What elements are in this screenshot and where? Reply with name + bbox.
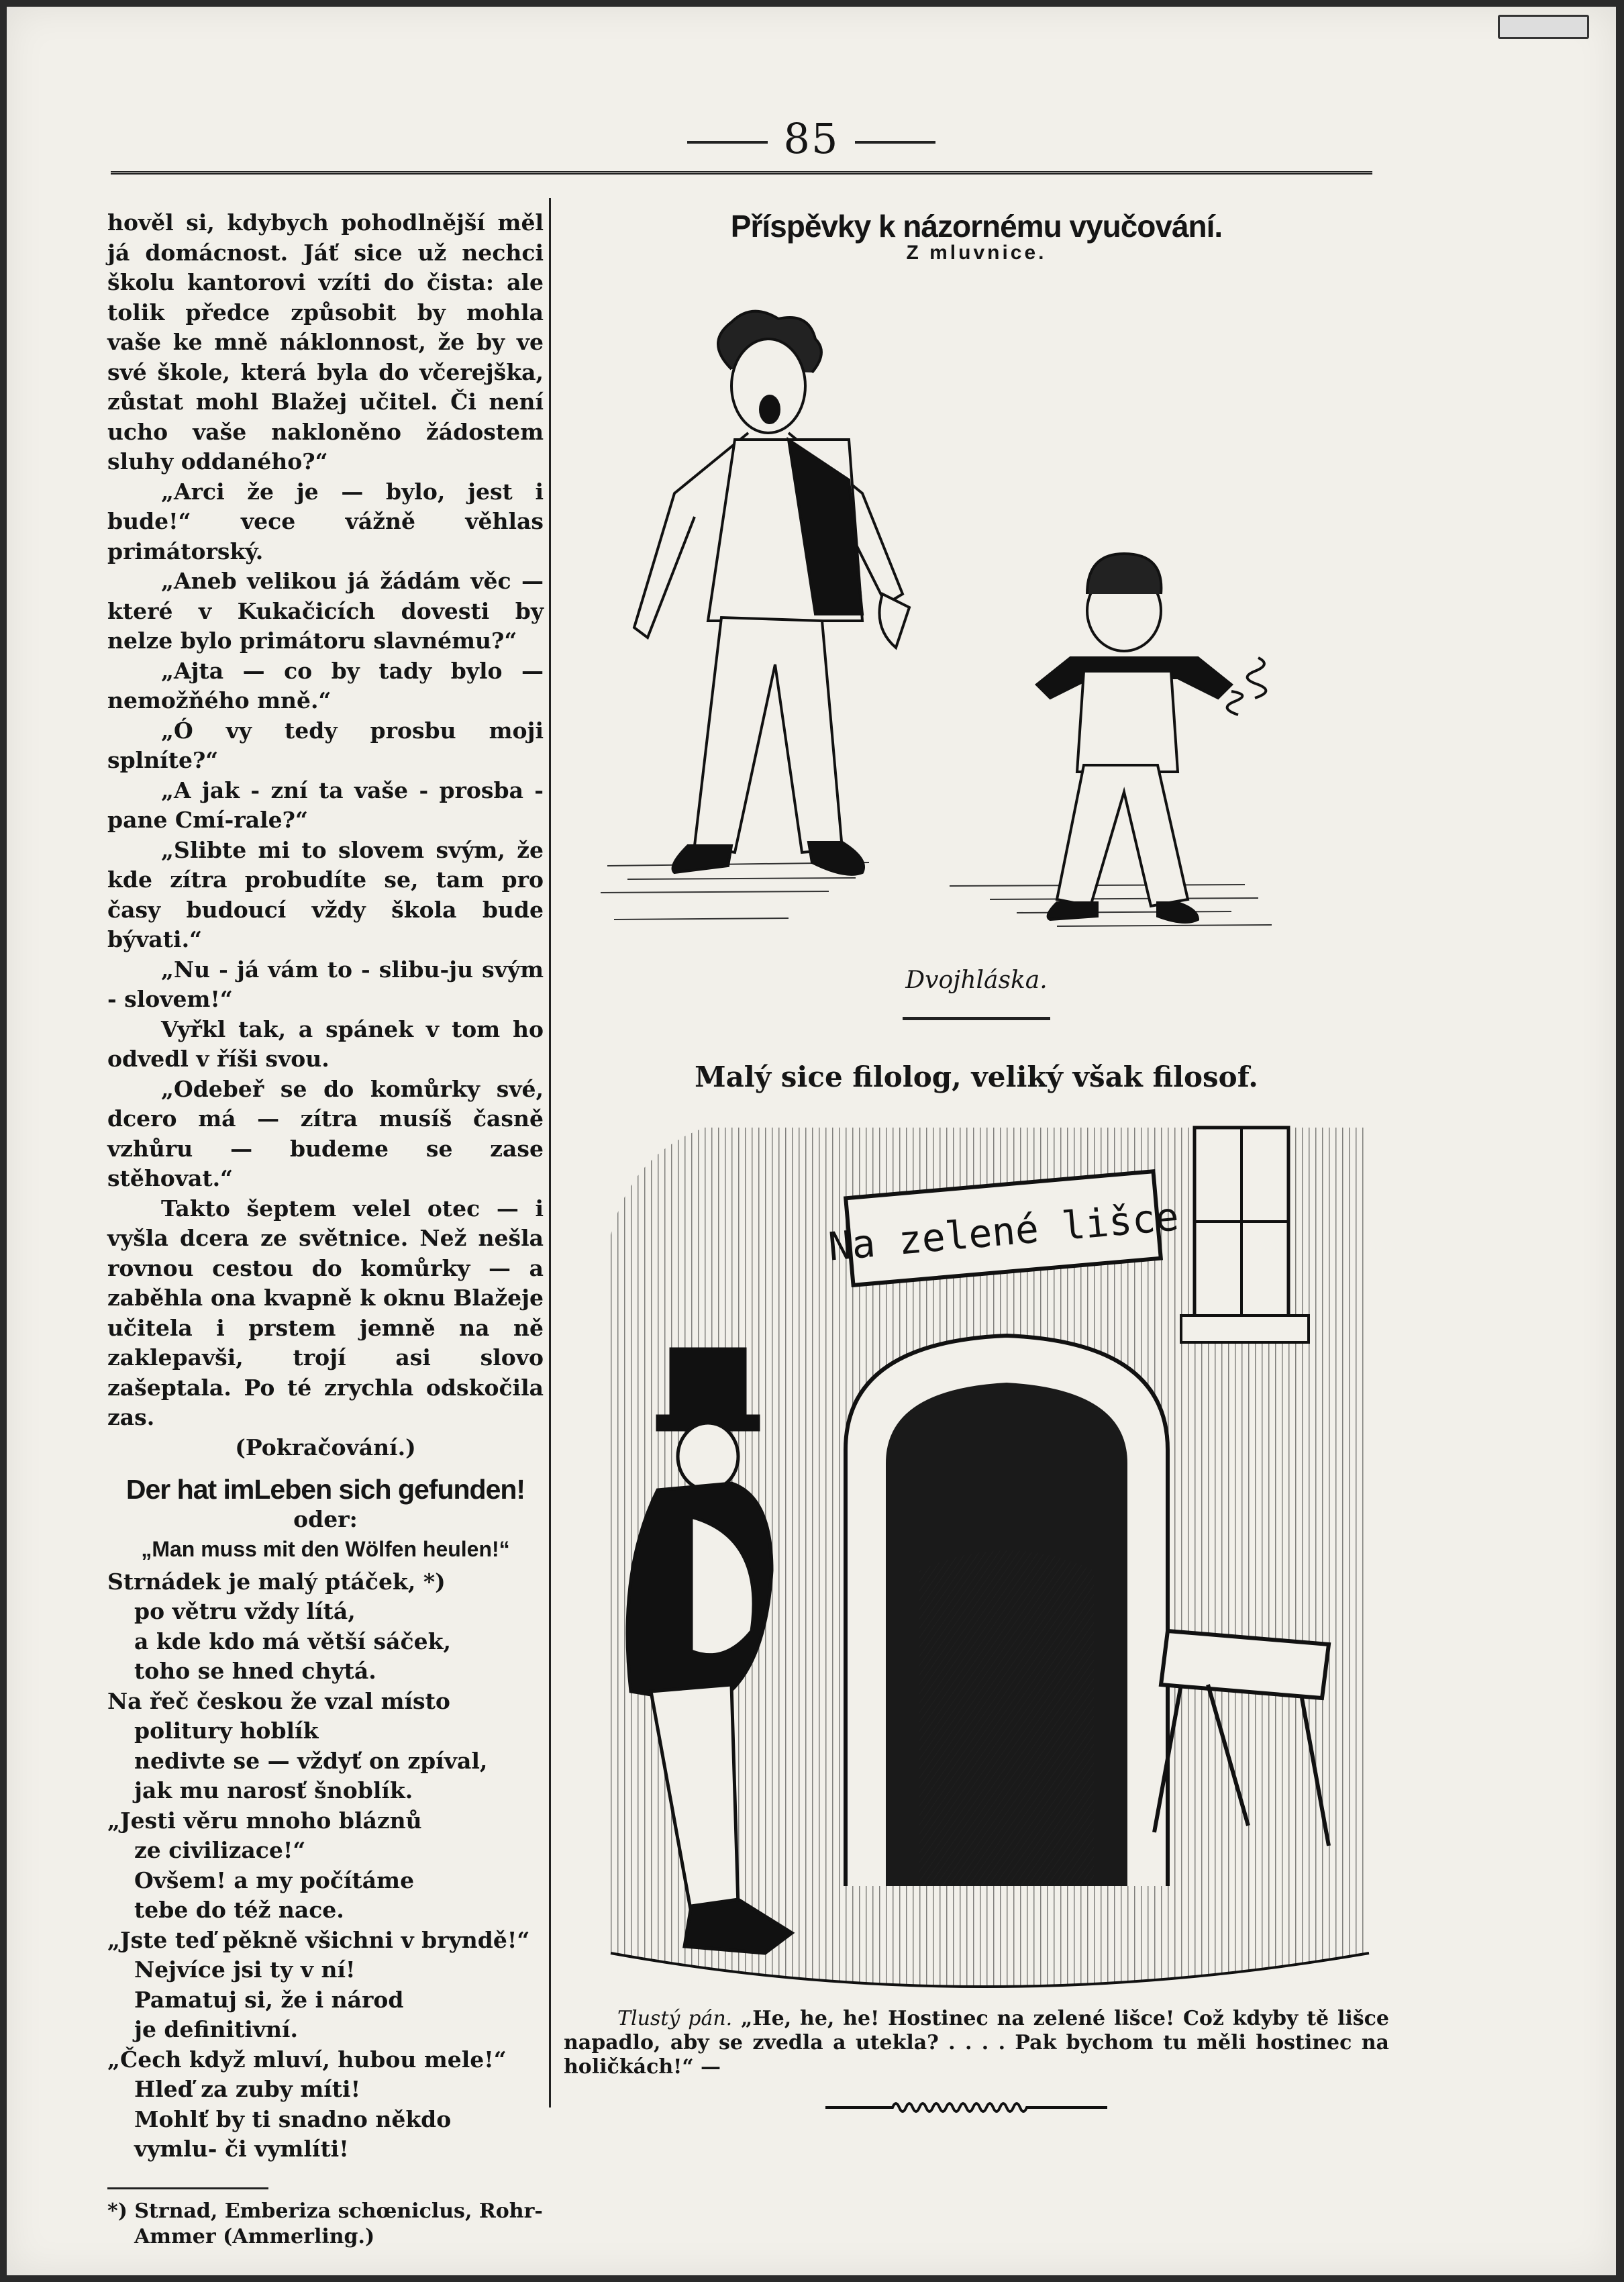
cartoon-caption <box>564 2007 1389 2079</box>
header-dash-right <box>855 141 935 144</box>
poem-line: Na řeč českou že vzal místo <box>107 1687 450 1714</box>
poem-line: Ovšem! a my počítáme <box>134 1867 415 1893</box>
boy-figure <box>1037 554 1266 922</box>
poem-line: „Jesti věru mnoho bláznů <box>107 1807 422 1834</box>
illustration-diphthong <box>587 295 1372 1168</box>
big-man-figure <box>634 311 909 875</box>
caption-speaker: Tlustý pán. <box>617 2007 733 2030</box>
right-column <box>564 208 1390 2079</box>
poem-line: jak mu narosť šnoblík. <box>134 1777 413 1803</box>
caption-rule <box>903 1017 1050 1020</box>
page-number: 85 <box>783 114 840 163</box>
poem-line: po větru vždy lítá, <box>134 1598 356 1624</box>
story-continuation <box>107 208 544 1462</box>
paragraph: „Ó vy tedy prosbu moji splníte?“ <box>107 717 544 773</box>
page-header <box>7 114 1616 163</box>
sign-text: Na zelené lišce <box>826 1193 1181 1270</box>
poem-line: „Čech když mluví, hubou mele!“ <box>107 2046 507 2073</box>
paragraph: „Aneb velikou já žádám věc — které v Kukačicích dovesti by nelze bylo primátoru slavnému?“ <box>107 568 544 654</box>
paragraph: Takto šeptem velel otec — i vyšla dcera ze světnice. Než nešla rovnou cestou do komůrky — a zaběhla ona kvapně k oknu Blažeje učitela i prstem jemně na ně zaklepavši, trojí asi slovo zašeptala. Po té zrychla odskočila zas. <box>107 1195 544 1430</box>
poem-line: vymlu- či vymlíti! <box>134 2136 349 2162</box>
paragraph: „Odebeř se do komůrky své, dcero má — zítra musíš časně vzhůru — budeme se zase stěhovat.“ <box>107 1075 544 1191</box>
paragraph: (Pokračování.) <box>235 1434 416 1460</box>
illustration-inn <box>604 1114 1376 2087</box>
poem-line: Nejvíce jsi ty v ní! <box>134 1956 356 1983</box>
poem-oder: oder: <box>293 1505 358 1532</box>
poem-line: a kde kdo má větší sáček, <box>134 1628 451 1654</box>
poem-title: Der hat imLeben sich gefunden! <box>125 1474 525 1505</box>
poem-line: Strnádek je malý ptáček, *) <box>107 1568 446 1595</box>
paragraph: „Nu - já vám to - slibu-ju svým - slovem!“ <box>107 956 544 1012</box>
paragraph: „Ajta — co by tady bylo — nemožňého mně.“ <box>107 657 544 713</box>
poem-line: toho se hned chytá. <box>134 1658 376 1684</box>
section-subtitle: Z mluvnice. <box>906 242 1047 264</box>
header-dash-left <box>687 141 768 144</box>
section2-title: Malý sice filolog, veliký však filosof. <box>695 1060 1258 1093</box>
wavy-end-rule <box>825 2097 1107 2118</box>
paragraph: Vyřkl tak, a spánek v tom ho odvedl v říši svou. <box>107 1015 544 1072</box>
poem-subtitle: „Man muss mit den Wölfen heulen!“ <box>141 1537 510 1561</box>
paragraph: „Slibte mi to slovem svým, že kde zítra probudíte se, tam pro časy budoucí vždy škola bude bývati.“ <box>107 836 544 952</box>
paragraph: hověl si, kdybych pohodlnější měl já domácnost. Jáť sice už nechci školu kantorovi vzíti do čista: ale tolik předce způsobit by mohla vaše ke mně náklonnost, že by ve své škole, která byla do včerejška, zůstat mohl Blažej učitel. Či není ucho vaše nakloněno žádostem sluhy oddaného?“ <box>107 209 544 475</box>
column-divider <box>549 198 551 2107</box>
top-double-rule <box>111 171 1372 175</box>
poem-line: „Jste teď pěkně všichni v bryndě!“ <box>107 1926 530 1953</box>
paragraph: „A jak - zní ta vaše - prosba - pane Cmí-rale?“ <box>107 777 544 833</box>
poem-body <box>107 1567 544 2165</box>
illustration-caption: Dvojhláska. <box>905 966 1048 994</box>
poem-line: Pamatuj si, že i národ <box>134 1986 404 2013</box>
footnote-line: *) Strnad, Emberiza schœniclus, Rohr- <box>107 2199 543 2223</box>
footnote-rule <box>107 2187 268 2189</box>
poem-line: Mohlť by ti snadno někdo <box>134 2105 452 2132</box>
poem-line: Hleď za zuby míti! <box>134 2076 361 2102</box>
poem-line: je definitivní. <box>134 2016 298 2042</box>
caption-dialogue: „He, he, he! Hostinec na zelené lišce! Což kdyby tě lišce napadlo, aby se zvedla a utekla? . . . . Pak bychom tu měli hostinec na holičkách!“ — <box>564 2007 1390 2079</box>
archive-label <box>1498 15 1589 39</box>
footnote-line: Ammer (Ammerling.) <box>134 2224 375 2248</box>
paragraph: „Arci že je — bylo, jest i bude!“ vece vážně věhlas primátorský. <box>107 478 544 564</box>
newspaper-page <box>7 7 1616 2275</box>
section-title: Příspěvky k názornému vyučování. <box>730 209 1223 244</box>
poem-line: politury hoblík <box>134 1718 319 1744</box>
footnote <box>107 2199 544 2250</box>
poem-line: tebe do též nace. <box>134 1897 344 1923</box>
left-column <box>107 208 544 2250</box>
poem-line: nedivte se — vždyť on zpíval, <box>134 1747 488 1774</box>
poem-line: ze civilizace!“ <box>134 1837 306 1863</box>
